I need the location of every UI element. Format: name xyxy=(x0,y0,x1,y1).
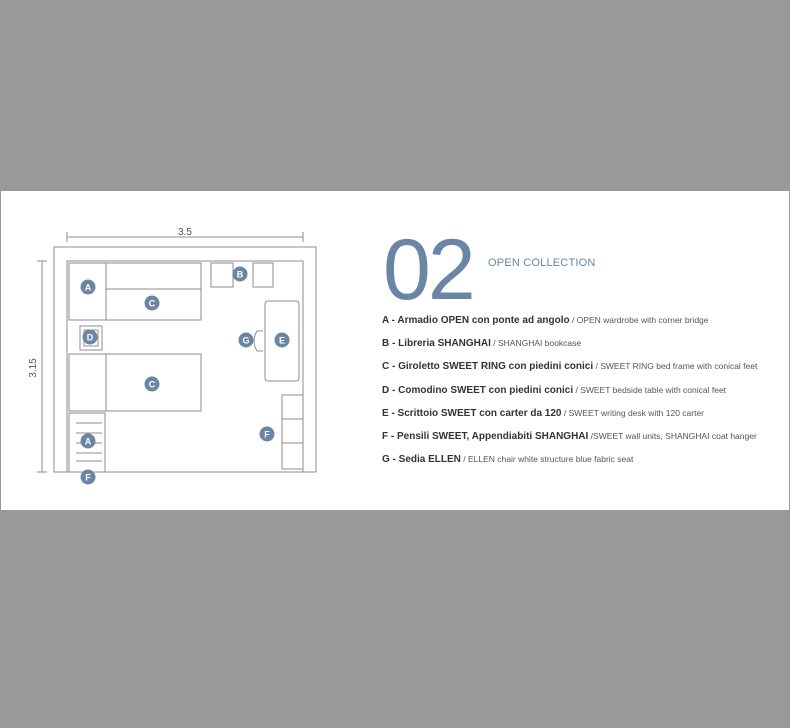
svg-text:C: C xyxy=(148,298,156,309)
collection-number: 02 xyxy=(383,222,473,318)
bed-top xyxy=(106,263,201,320)
legend-item-a: A - Armadio OPEN con ponte ad angolo / OPEN wardrobe with corner bridge xyxy=(382,315,709,326)
marker-f-wall xyxy=(260,427,275,442)
wall-units xyxy=(282,395,303,419)
marker-d xyxy=(83,330,98,345)
marker-c-bottom xyxy=(145,377,160,392)
svg-text:A: A xyxy=(84,282,92,293)
svg-text:D: D xyxy=(86,332,94,343)
legend-item-e: E - Scrittoio SWEET con carter da 120 / SWEET writing desk with 120 carter xyxy=(382,407,705,419)
svg-text:F: F xyxy=(85,472,91,483)
marker-a-bottom xyxy=(81,434,96,449)
content-card xyxy=(1,191,789,510)
svg-text:B: B xyxy=(236,269,244,280)
collection-name: OPEN COLLECTION xyxy=(488,257,596,269)
bookcase-left xyxy=(211,263,233,287)
marker-g xyxy=(239,333,254,348)
marker-b xyxy=(233,267,248,282)
svg-text:G: G xyxy=(242,335,250,346)
bed-bottom xyxy=(69,354,201,411)
bookcase-right xyxy=(253,263,273,287)
marker-a-top xyxy=(81,280,96,295)
svg-text:E: E xyxy=(278,335,286,346)
floor-plan xyxy=(1,191,341,510)
depth-label: 3.15 xyxy=(28,358,39,378)
legend-item-f: F - Pensili SWEET, Appendiabiti SHANGHAI /SWEET wall units, SHANGHAI coat hanger xyxy=(382,430,757,442)
legend-item-g: G - Sedia ELLEN / ELLEN chair white structure blue fabric seat xyxy=(382,454,634,466)
width-label: 3.5 xyxy=(178,227,192,238)
chair xyxy=(254,331,263,351)
marker-f-bottom xyxy=(81,470,96,485)
legend-item-d: D - Comodino SWEET con piedini conici / SWEET bedside table with conical feet xyxy=(382,384,727,396)
legend-item-c: C - Giroletto SWEET RING con piedini conici / SWEET RING bed frame with conical feet xyxy=(382,361,758,373)
marker-e xyxy=(275,333,290,348)
svg-text:C: C xyxy=(148,379,156,390)
legend-item-b: B - Libreria SHANGHAI / SHANGHAI bookcase xyxy=(382,338,582,350)
furniture-legend xyxy=(382,312,782,474)
marker-c-top xyxy=(145,296,160,311)
svg-text:F: F xyxy=(264,429,270,440)
svg-text:A: A xyxy=(84,436,92,447)
